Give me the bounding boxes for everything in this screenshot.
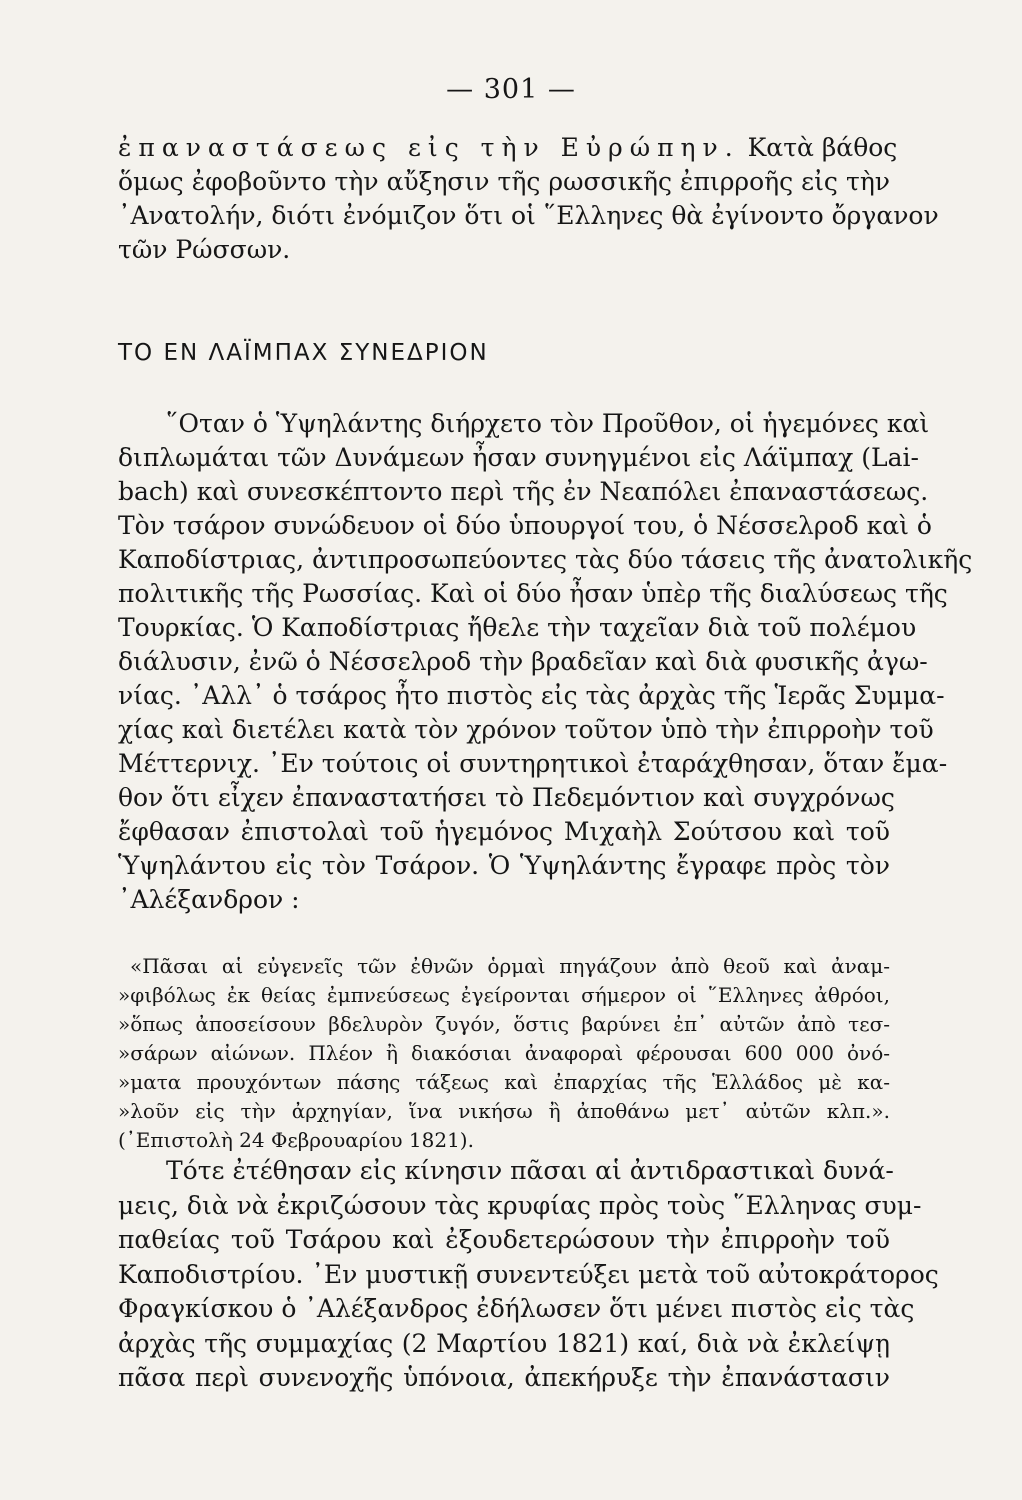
text-line: Ὑψηλάντου εἰς τὸν Τσάρον. Ὁ Ὑψηλάντης ἔγραφε πρὸς τὸν xyxy=(118,851,890,880)
quote-line: »λοῦν εἰς τὴν ἀρχηγίαν, ἵνα νικήσω ἢ ἀποθάνω μετ᾿ αὐτῶν κλπ.». xyxy=(118,1099,890,1123)
text-line: παθείας τοῦ Τσάρου καὶ ἐξουδετερώσουν τὴν ἐπιρροὴν τοῦ xyxy=(118,1225,890,1254)
body-paragraph-2 xyxy=(118,1154,939,1396)
text-line: Μέττερνιχ. ᾿Εν τούτοις οἱ συντηρητικοὶ ἐταράχθησαν, ὅταν ἔμα- xyxy=(118,749,948,778)
text-line: Τὸν τσάρον συνώδευον οἱ δύο ὑπουργοί του, ὁ Νέσσελροδ καὶ ὁ xyxy=(118,511,932,540)
quote-line: »ματα προυχόντων πάσης τάξεως καὶ ἐπαρχίας τῆς Ἑλλάδος μὲ κα- xyxy=(118,1070,890,1094)
body-paragraph-1 xyxy=(118,407,973,917)
text-line: πᾶσα περὶ συνενοχῆς ὑπόνοια, ἀπεκήρυξε τὴν ἐπανάστασιν xyxy=(118,1363,890,1392)
text-line: ᾿Αλέξανδρον : xyxy=(118,885,300,914)
text-line: νίας. ᾿Αλλ᾿ ὁ τσάρος ἦτο πιστὸς εἰς τὰς ἀρχὰς τῆς Ἱερᾶς Συμμα- xyxy=(118,681,945,710)
text-line: ῞Οταν ὁ Ὑψηλάντης διήρχετο τὸν Προῦθον, οἱ ἡγεμόνες καὶ xyxy=(166,409,930,438)
quote-line: »φιβόλως ἐκ θείας ἐμπνεύσεως ἐγείρονται σήμερον οἱ ῞Ελληνες ἀθρόοι, xyxy=(118,983,890,1007)
intro-line-1 xyxy=(118,131,898,165)
text-line: Καποδίστριας, ἀντιπροσωπεύοντες τὰς δύο τάσεις τῆς ἀνατολικῆς xyxy=(118,545,973,574)
page-number: — 301 — xyxy=(446,74,576,105)
text-line: χίας καὶ διετέλει κατὰ τὸν χρόνον τοῦτον ὑπὸ τὴν ἐπιρροὴν τοῦ xyxy=(118,715,934,744)
text-line: μεις, διὰ νὰ ἐκριζώσουν τὰς κρυφίας πρὸς τοὺς ῞Ελληνας συμ- xyxy=(118,1190,922,1220)
text-line: θον ὅτι εἶχεν ἐπαναστατήσει τὸ Πεδεμόντιον καὶ συγχρόνως xyxy=(118,783,895,812)
block-quote xyxy=(118,952,890,1155)
text-line: Φραγκίσκου ὁ ᾿Αλέξανδρος ἐδήλωσεν ὅτι μένει πιστὸς εἰς τὰς xyxy=(118,1294,915,1323)
text-line: ἔφθασαν ἐπιστολαὶ τοῦ ἡγεμόνος Μιχαὴλ Σούτσου καὶ τοῦ xyxy=(118,817,890,846)
text-line: διάλυσιν, ἐνῶ ὁ Νέσσελροδ τὴν βραδεῖαν καὶ διὰ φυσικῆς ἀγω- xyxy=(118,647,928,676)
spaced-phrase: ἐπαναστάσεως εἰς τὴν Εὐρώπην. xyxy=(118,133,740,162)
quote-line: »σάρων αἰώνων. Πλέον ἢ διακόσιαι ἀναφοραὶ φέρουσαι 600 000 ὀνό- xyxy=(118,1041,890,1065)
quote-line: «Πᾶσαι αἱ εὐγενεῖς τῶν ἐθνῶν ὁρμαὶ πηγάζουν ἀπὸ θεοῦ καὶ ἀναμ- xyxy=(130,954,890,978)
quote-citation: (᾿Επιστολὴ 24 Φεβρουαρίου 1821). xyxy=(118,1128,474,1152)
text-line: Καποδιστρίου. ᾿Εν μυστικῇ συνεντεύξει μετὰ τοῦ αὐτοκράτορος xyxy=(118,1259,939,1289)
text-line: διπλωμάται τῶν Δυνάμεων ἦσαν συνηγμένοι εἰς Λάϊμπαχ (Lai- xyxy=(118,443,919,472)
text-line: ἀρχὰς τῆς συμμαχίας (2 Μαρτίου 1821) καί, διὰ νὰ ἐκλείψῃ xyxy=(118,1328,890,1358)
quote-line: »ὅπως ἀποσείσουν βδελυρὸν ζυγόν, ὅστις βαρύνει ἐπ᾿ αὐτῶν ἀπὸ τεσ- xyxy=(118,1012,890,1036)
text-line: ὅμως ἐφοβοῦντο τὴν αὔξησιν τῆς ρωσσικῆς ἐπιρροῆς εἰς τὴν xyxy=(118,167,890,196)
text-line: bach) καὶ συνεσκέπτοντο περὶ τῆς ἐν Νεαπόλει ἐπαναστάσεως. xyxy=(118,477,929,506)
text-line: Τότε ἐτέθησαν εἰς κίνησιν πᾶσαι αἱ ἀντιδραστικαὶ δυνά- xyxy=(166,1156,894,1185)
text-line: ᾿Ανατολήν, διότι ἐνόμιζον ὅτι οἱ ῞Ελληνες θὰ ἐγίνοντο ὄργανον xyxy=(118,201,939,230)
text-line: πολιτικῆς τῆς Ρωσσίας. Καὶ οἱ δύο ἦσαν ὑπὲρ τῆς διαλύσεως τῆς xyxy=(118,579,948,608)
intro-line-1-rest: Κατὰ βάθος xyxy=(739,133,898,162)
text-line: τῶν Ρώσσων. xyxy=(118,235,291,264)
section-heading: ΤΟ ΕΝ ΛΑΪΜΠΑΧ ΣΥΝΕΔΡΙΟΝ xyxy=(118,340,489,366)
intro-paragraph xyxy=(118,131,939,267)
text-line: Τουρκίας. Ὁ Καποδίστριας ἤθελε τὴν ταχεῖαν διὰ τοῦ πολέμου xyxy=(118,613,917,642)
